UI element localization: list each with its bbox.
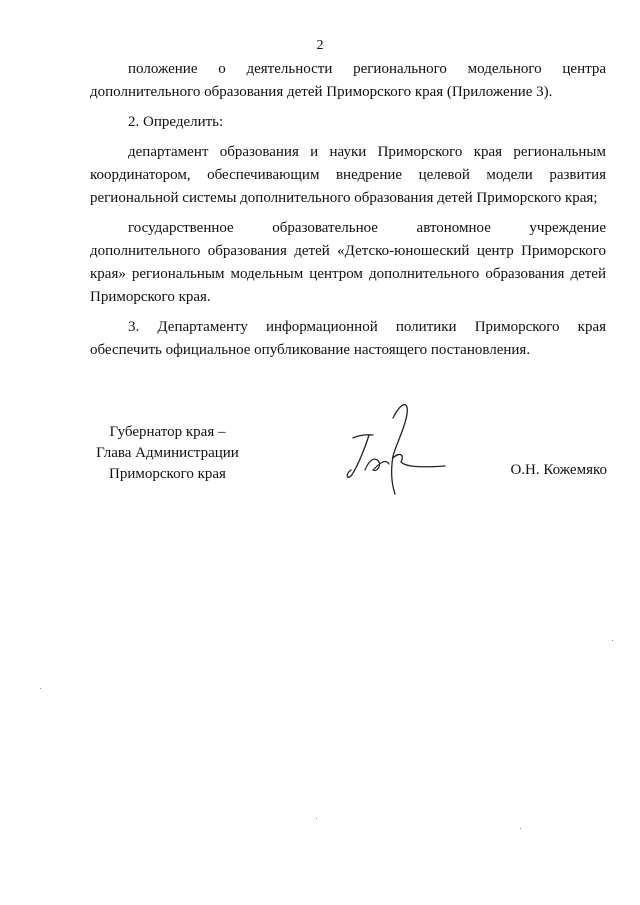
paragraph-appendix-3: положение о деятельности регионального модельного центра дополнительного образования детей Приморского края (Приложение 3). — [90, 61, 606, 100]
page-number: 2 — [316, 38, 324, 53]
scan-speck — [612, 640, 613, 641]
signatory-title — [80, 422, 255, 485]
signatory-title-line-3: Приморского края — [109, 466, 226, 482]
signatory-name: О.Н. Кожемяко — [510, 462, 607, 478]
paragraph-model-center: государственное образовательное автономное учреждение дополнительного образования детей «Детско-юношеский центр Приморского края» региональным модельным центром дополнительного образования детей Приморского края. — [90, 220, 606, 305]
scan-speck — [520, 828, 521, 829]
scan-speck — [316, 818, 317, 819]
scan-speck — [40, 688, 41, 689]
document-body — [90, 58, 606, 369]
paragraph-coordinator: департамент образования и науки Приморского края региональным координатором, обеспечивающим внедрение целевой модели развития региональной системы дополнительного образования детей Приморского края; — [90, 144, 606, 206]
paragraph-publication: 3. Департаменту информационной политики Приморского края обеспечить официальное опубликование настоящего постановления. — [90, 319, 606, 358]
handwritten-signature — [335, 398, 455, 498]
paragraph-determine: 2. Определить: — [128, 114, 224, 130]
signatory-title-line-2: Глава Администрации — [96, 445, 239, 461]
signatory-title-line-1: Губернатор края – — [109, 424, 226, 440]
